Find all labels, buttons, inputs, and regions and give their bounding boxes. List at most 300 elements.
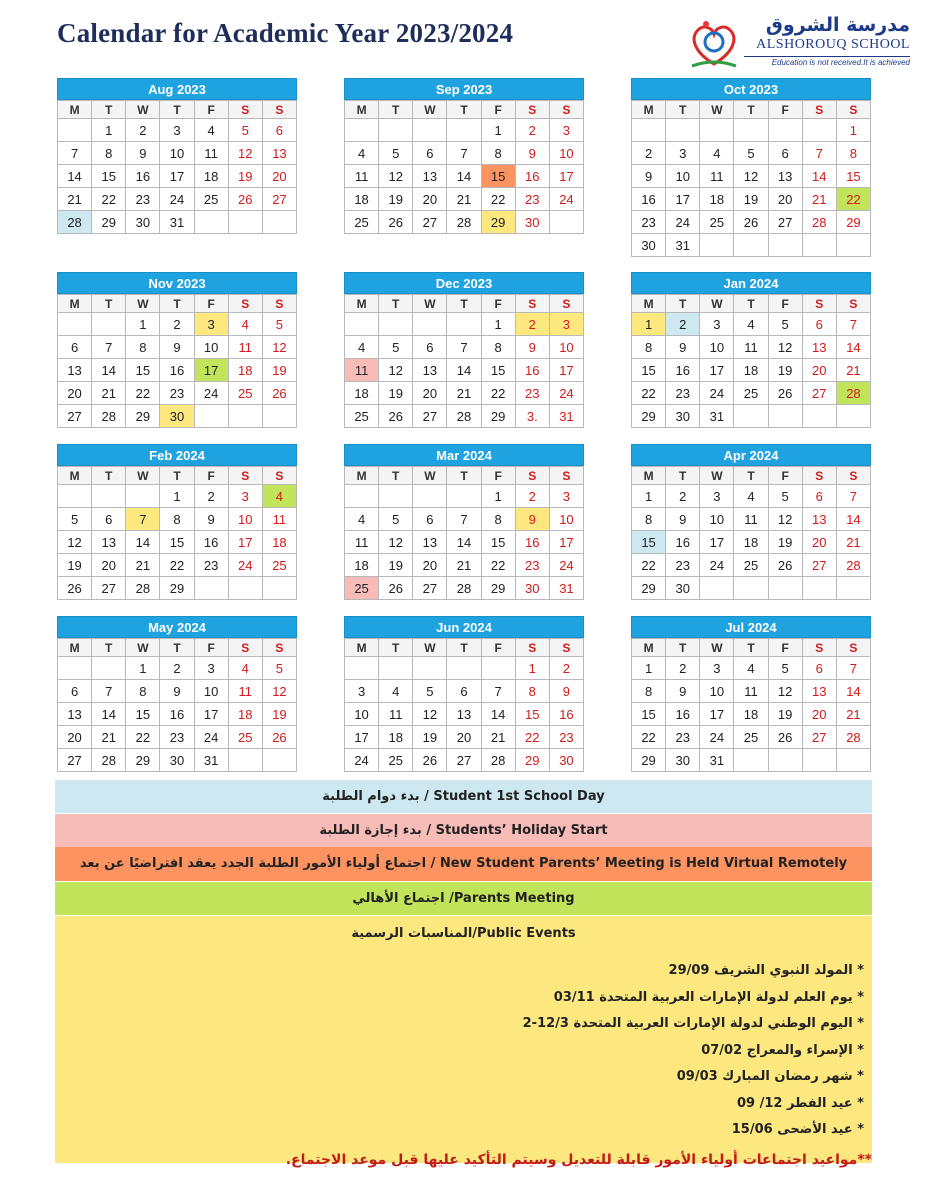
day-cell: 17 bbox=[700, 703, 734, 726]
day-cell: 10 bbox=[549, 142, 583, 165]
month-calendar bbox=[631, 272, 871, 428]
empty-cell bbox=[92, 657, 126, 680]
day-cell: 11 bbox=[379, 703, 413, 726]
weekday-header: T bbox=[160, 101, 194, 119]
weekday-header: S bbox=[515, 639, 549, 657]
public-events-title: المناسبات الرسمية/Public Events bbox=[351, 926, 576, 941]
day-cell: 21 bbox=[58, 188, 92, 211]
day-cell: 10 bbox=[700, 680, 734, 703]
day-cell: 24 bbox=[160, 188, 194, 211]
day-cell: 2 bbox=[515, 485, 549, 508]
day-cell: 7 bbox=[447, 508, 481, 531]
empty-cell bbox=[92, 485, 126, 508]
empty-cell bbox=[768, 405, 802, 428]
day-cell: 27 bbox=[768, 211, 802, 234]
day-cell: 3 bbox=[194, 313, 228, 336]
day-cell: 18 bbox=[228, 703, 262, 726]
day-cell: 23 bbox=[515, 554, 549, 577]
day-cell: 25 bbox=[194, 188, 228, 211]
day-cell: 7 bbox=[836, 485, 870, 508]
weekday-header: S bbox=[549, 467, 583, 485]
day-cell: 14 bbox=[836, 508, 870, 531]
empty-cell bbox=[194, 405, 228, 428]
day-cell: 29 bbox=[836, 211, 870, 234]
weekday-header: S bbox=[515, 101, 549, 119]
empty-cell bbox=[379, 485, 413, 508]
day-cell: 20 bbox=[413, 188, 447, 211]
day-cell: 1 bbox=[515, 657, 549, 680]
day-cell: 1 bbox=[836, 119, 870, 142]
week-row bbox=[58, 165, 297, 188]
day-cell: 7 bbox=[447, 142, 481, 165]
month-calendar bbox=[57, 444, 297, 600]
day-cell: 3 bbox=[666, 142, 700, 165]
day-cell: 30 bbox=[126, 211, 160, 234]
day-cell: 1 bbox=[126, 313, 160, 336]
day-cell: 1 bbox=[481, 485, 515, 508]
day-cell: 8 bbox=[836, 142, 870, 165]
weekday-header: T bbox=[379, 101, 413, 119]
day-cell: 4 bbox=[734, 313, 768, 336]
day-cell: 6 bbox=[768, 142, 802, 165]
day-cell: 2 bbox=[515, 313, 549, 336]
weekday-header: W bbox=[413, 639, 447, 657]
day-cell: 17 bbox=[160, 165, 194, 188]
day-cell: 11 bbox=[228, 680, 262, 703]
week-row bbox=[58, 188, 297, 211]
day-cell: 11 bbox=[345, 531, 379, 554]
day-cell: 15 bbox=[481, 531, 515, 554]
weekday-header: M bbox=[345, 295, 379, 313]
day-cell: 14 bbox=[92, 703, 126, 726]
day-cell: 7 bbox=[481, 680, 515, 703]
day-cell: 2 bbox=[126, 119, 160, 142]
day-cell: 28 bbox=[447, 577, 481, 600]
month-calendar bbox=[344, 272, 584, 428]
day-cell: 31 bbox=[666, 234, 700, 257]
weekday-header: M bbox=[58, 639, 92, 657]
weekday-header: W bbox=[413, 101, 447, 119]
weekday-header: W bbox=[700, 295, 734, 313]
day-cell: 12 bbox=[768, 680, 802, 703]
day-cell: 1 bbox=[481, 119, 515, 142]
empty-cell bbox=[262, 405, 296, 428]
day-cell: 4 bbox=[262, 485, 296, 508]
day-cell: 7 bbox=[836, 313, 870, 336]
week-row bbox=[345, 359, 584, 382]
day-cell: 10 bbox=[194, 336, 228, 359]
weekday-header: S bbox=[549, 295, 583, 313]
day-cell: 19 bbox=[262, 703, 296, 726]
day-cell: 24 bbox=[194, 726, 228, 749]
day-cell: 5 bbox=[228, 119, 262, 142]
day-cell: 13 bbox=[92, 531, 126, 554]
empty-cell bbox=[734, 577, 768, 600]
day-cell: 28 bbox=[126, 577, 160, 600]
weekday-header: T bbox=[734, 295, 768, 313]
day-cell: 2 bbox=[160, 657, 194, 680]
day-cell: 19 bbox=[262, 359, 296, 382]
day-cell: 19 bbox=[734, 188, 768, 211]
weekday-header: F bbox=[481, 295, 515, 313]
day-cell: 10 bbox=[160, 142, 194, 165]
week-row bbox=[345, 336, 584, 359]
empty-cell bbox=[447, 313, 481, 336]
empty-cell bbox=[700, 119, 734, 142]
day-cell: 14 bbox=[58, 165, 92, 188]
day-cell: 10 bbox=[700, 508, 734, 531]
day-cell: 8 bbox=[515, 680, 549, 703]
empty-cell bbox=[734, 119, 768, 142]
day-cell: 8 bbox=[632, 508, 666, 531]
day-cell: 19 bbox=[768, 703, 802, 726]
weekday-header: S bbox=[836, 467, 870, 485]
week-row bbox=[632, 703, 871, 726]
day-cell: 25 bbox=[228, 382, 262, 405]
day-cell: 9 bbox=[666, 508, 700, 531]
week-row bbox=[345, 119, 584, 142]
day-cell: 11 bbox=[262, 508, 296, 531]
day-cell: 10 bbox=[549, 336, 583, 359]
week-row bbox=[632, 188, 871, 211]
day-cell: 10 bbox=[345, 703, 379, 726]
day-cell: 27 bbox=[802, 382, 836, 405]
day-cell: 29 bbox=[92, 211, 126, 234]
week-row bbox=[58, 657, 297, 680]
weekday-header: S bbox=[549, 101, 583, 119]
day-cell: 12 bbox=[768, 508, 802, 531]
week-row bbox=[345, 703, 584, 726]
day-cell: 20 bbox=[802, 531, 836, 554]
empty-cell bbox=[345, 119, 379, 142]
month-title: Mar 2024 bbox=[344, 444, 584, 466]
day-cell: 1 bbox=[632, 313, 666, 336]
day-cell: 20 bbox=[413, 554, 447, 577]
day-cell: 11 bbox=[734, 508, 768, 531]
day-cell: 28 bbox=[58, 211, 92, 234]
day-cell: 23 bbox=[632, 211, 666, 234]
day-cell: 29 bbox=[481, 211, 515, 234]
day-cell: 15 bbox=[481, 165, 515, 188]
day-cell: 31 bbox=[700, 405, 734, 428]
day-cell: 31 bbox=[160, 211, 194, 234]
day-cell: 26 bbox=[379, 405, 413, 428]
day-cell: 19 bbox=[379, 382, 413, 405]
week-row bbox=[58, 142, 297, 165]
day-cell: 31 bbox=[194, 749, 228, 772]
month-calendar bbox=[57, 78, 297, 234]
day-cell: 10 bbox=[228, 508, 262, 531]
day-cell: 25 bbox=[379, 749, 413, 772]
day-cell: 14 bbox=[447, 359, 481, 382]
weekday-header: W bbox=[126, 639, 160, 657]
day-cell: 26 bbox=[413, 749, 447, 772]
day-cell: 30 bbox=[160, 405, 194, 428]
day-cell: 22 bbox=[632, 554, 666, 577]
weekday-header: M bbox=[632, 295, 666, 313]
week-row bbox=[632, 119, 871, 142]
weekday-header: F bbox=[768, 467, 802, 485]
day-cell: 28 bbox=[836, 382, 870, 405]
day-cell: 3 bbox=[549, 313, 583, 336]
month-calendar bbox=[631, 444, 871, 600]
day-cell: 22 bbox=[92, 188, 126, 211]
empty-cell bbox=[58, 485, 92, 508]
day-cell: 21 bbox=[836, 359, 870, 382]
day-cell: 14 bbox=[447, 531, 481, 554]
day-cell: 27 bbox=[802, 554, 836, 577]
empty-cell bbox=[194, 211, 228, 234]
day-cell: 13 bbox=[413, 531, 447, 554]
week-row bbox=[345, 508, 584, 531]
weekday-header: T bbox=[379, 639, 413, 657]
day-cell: 14 bbox=[836, 336, 870, 359]
day-cell: 5 bbox=[768, 485, 802, 508]
day-cell: 27 bbox=[413, 405, 447, 428]
empty-cell bbox=[447, 485, 481, 508]
empty-cell bbox=[481, 657, 515, 680]
day-cell: 3 bbox=[228, 485, 262, 508]
day-cell: 25 bbox=[734, 726, 768, 749]
empty-cell bbox=[228, 405, 262, 428]
day-cell: 27 bbox=[447, 749, 481, 772]
day-cell: 13 bbox=[802, 336, 836, 359]
day-cell: 30 bbox=[515, 577, 549, 600]
month-calendar bbox=[344, 616, 584, 772]
week-row bbox=[632, 142, 871, 165]
day-cell: 6 bbox=[802, 657, 836, 680]
day-cell: 11 bbox=[345, 165, 379, 188]
day-cell: 2 bbox=[632, 142, 666, 165]
day-cell: 13 bbox=[58, 703, 92, 726]
day-cell: 17 bbox=[228, 531, 262, 554]
event-item: * عيد الأضحى 15/06 bbox=[731, 1122, 864, 1137]
weekday-header: M bbox=[345, 467, 379, 485]
empty-cell bbox=[836, 749, 870, 772]
day-cell: 11 bbox=[700, 165, 734, 188]
day-cell: 15 bbox=[632, 359, 666, 382]
day-cell: 18 bbox=[228, 359, 262, 382]
day-cell: 10 bbox=[666, 165, 700, 188]
day-cell: 6 bbox=[262, 119, 296, 142]
day-cell: 8 bbox=[481, 336, 515, 359]
day-cell: 16 bbox=[632, 188, 666, 211]
empty-cell bbox=[734, 405, 768, 428]
week-row bbox=[58, 726, 297, 749]
day-cell: 9 bbox=[126, 142, 160, 165]
day-cell: 25 bbox=[262, 554, 296, 577]
day-cell: 4 bbox=[379, 680, 413, 703]
empty-cell bbox=[58, 119, 92, 142]
weekday-header: T bbox=[379, 295, 413, 313]
month-title: Oct 2023 bbox=[631, 78, 871, 100]
day-cell: 12 bbox=[262, 680, 296, 703]
day-cell: 24 bbox=[228, 554, 262, 577]
day-cell: 13 bbox=[768, 165, 802, 188]
weekday-header: W bbox=[700, 101, 734, 119]
day-cell: 18 bbox=[345, 188, 379, 211]
day-cell: 16 bbox=[194, 531, 228, 554]
weekday-header: W bbox=[126, 467, 160, 485]
day-cell: 14 bbox=[802, 165, 836, 188]
day-cell: 25 bbox=[345, 577, 379, 600]
day-cell: 10 bbox=[194, 680, 228, 703]
day-cell: 13 bbox=[262, 142, 296, 165]
day-cell: 8 bbox=[160, 508, 194, 531]
week-row bbox=[632, 554, 871, 577]
day-cell: 14 bbox=[447, 165, 481, 188]
day-cell: 21 bbox=[92, 726, 126, 749]
week-row bbox=[345, 554, 584, 577]
week-row bbox=[632, 485, 871, 508]
week-row bbox=[632, 726, 871, 749]
weekday-header: T bbox=[92, 295, 126, 313]
day-cell: 29 bbox=[632, 749, 666, 772]
day-cell: 7 bbox=[92, 336, 126, 359]
day-cell: 20 bbox=[58, 726, 92, 749]
day-cell: 29 bbox=[632, 577, 666, 600]
day-cell: 15 bbox=[160, 531, 194, 554]
day-cell: 25 bbox=[345, 211, 379, 234]
weekday-header: T bbox=[734, 639, 768, 657]
day-cell: 23 bbox=[666, 554, 700, 577]
week-row bbox=[345, 165, 584, 188]
day-cell: 7 bbox=[92, 680, 126, 703]
day-cell: 20 bbox=[262, 165, 296, 188]
weekday-header: T bbox=[160, 467, 194, 485]
day-cell: 3 bbox=[700, 313, 734, 336]
day-cell: 19 bbox=[379, 554, 413, 577]
day-cell: 14 bbox=[92, 359, 126, 382]
day-cell: 26 bbox=[58, 577, 92, 600]
day-cell: 28 bbox=[802, 211, 836, 234]
day-cell: 29 bbox=[515, 749, 549, 772]
weekday-header: S bbox=[802, 295, 836, 313]
weekday-header: W bbox=[413, 467, 447, 485]
event-item: * اليوم الوطني لدولة الإمارات العربية المتحدة 12/3-2 bbox=[522, 1016, 864, 1031]
weekday-header: T bbox=[160, 639, 194, 657]
day-cell: 19 bbox=[768, 359, 802, 382]
week-row bbox=[58, 703, 297, 726]
day-cell: 12 bbox=[413, 703, 447, 726]
empty-cell bbox=[447, 657, 481, 680]
day-cell: 1 bbox=[632, 485, 666, 508]
day-cell: 22 bbox=[836, 188, 870, 211]
day-cell: 22 bbox=[481, 188, 515, 211]
empty-cell bbox=[700, 234, 734, 257]
day-cell: 10 bbox=[549, 508, 583, 531]
weekday-header: T bbox=[666, 101, 700, 119]
day-cell: 19 bbox=[413, 726, 447, 749]
day-cell: 3 bbox=[549, 119, 583, 142]
week-row bbox=[58, 405, 297, 428]
day-cell: 22 bbox=[481, 382, 515, 405]
weekday-header: W bbox=[413, 295, 447, 313]
day-cell: 11 bbox=[734, 336, 768, 359]
day-cell: 15 bbox=[126, 703, 160, 726]
public-events-list bbox=[164, 958, 864, 1144]
day-cell: 26 bbox=[768, 382, 802, 405]
empty-cell bbox=[836, 234, 870, 257]
day-cell: 4 bbox=[700, 142, 734, 165]
day-cell: 29 bbox=[160, 577, 194, 600]
weekday-header: S bbox=[802, 639, 836, 657]
empty-cell bbox=[447, 119, 481, 142]
empty-cell bbox=[262, 749, 296, 772]
day-cell: 24 bbox=[700, 554, 734, 577]
month-title: Aug 2023 bbox=[57, 78, 297, 100]
day-cell: 18 bbox=[734, 359, 768, 382]
month-calendar bbox=[344, 444, 584, 600]
week-row bbox=[345, 405, 584, 428]
day-cell: 4 bbox=[228, 657, 262, 680]
day-cell: 12 bbox=[58, 531, 92, 554]
day-cell: 19 bbox=[379, 188, 413, 211]
day-cell: 28 bbox=[481, 749, 515, 772]
day-cell: 22 bbox=[126, 382, 160, 405]
week-row bbox=[632, 359, 871, 382]
day-cell: 27 bbox=[58, 405, 92, 428]
day-cell: 21 bbox=[802, 188, 836, 211]
weekday-header: M bbox=[58, 295, 92, 313]
day-cell: 31 bbox=[549, 405, 583, 428]
day-cell: 25 bbox=[345, 405, 379, 428]
day-cell: 26 bbox=[262, 382, 296, 405]
school-name-arabic: مدرسة الشروق bbox=[765, 14, 910, 36]
day-cell: 17 bbox=[700, 359, 734, 382]
day-cell: 4 bbox=[345, 508, 379, 531]
day-cell: 22 bbox=[632, 382, 666, 405]
week-row bbox=[345, 726, 584, 749]
day-cell: 23 bbox=[549, 726, 583, 749]
weekday-header: T bbox=[666, 639, 700, 657]
day-cell: 11 bbox=[228, 336, 262, 359]
day-cell: 4 bbox=[734, 485, 768, 508]
day-cell: 20 bbox=[768, 188, 802, 211]
day-cell: 1 bbox=[632, 657, 666, 680]
day-cell: 14 bbox=[126, 531, 160, 554]
empty-cell bbox=[768, 119, 802, 142]
day-cell: 9 bbox=[666, 680, 700, 703]
day-cell: 28 bbox=[836, 726, 870, 749]
empty-cell bbox=[262, 577, 296, 600]
day-cell: 13 bbox=[413, 359, 447, 382]
day-cell: 30 bbox=[666, 405, 700, 428]
day-cell: 25 bbox=[228, 726, 262, 749]
empty-cell bbox=[58, 313, 92, 336]
weekday-header: M bbox=[345, 639, 379, 657]
weekday-header: T bbox=[447, 467, 481, 485]
day-cell: 20 bbox=[802, 359, 836, 382]
day-cell: 24 bbox=[194, 382, 228, 405]
week-row bbox=[345, 188, 584, 211]
day-cell: 17 bbox=[700, 531, 734, 554]
day-cell: 21 bbox=[447, 382, 481, 405]
legend-student-first-day: بدء دوام الطلبة / Student 1st School Day bbox=[55, 780, 872, 813]
week-row bbox=[345, 680, 584, 703]
weekday-header: M bbox=[345, 101, 379, 119]
empty-cell bbox=[836, 405, 870, 428]
day-cell: 2 bbox=[160, 313, 194, 336]
day-cell: 16 bbox=[515, 531, 549, 554]
day-cell: 9 bbox=[515, 336, 549, 359]
empty-cell bbox=[194, 577, 228, 600]
empty-cell bbox=[768, 749, 802, 772]
week-row bbox=[632, 531, 871, 554]
weekday-header: F bbox=[481, 101, 515, 119]
day-cell: 3 bbox=[700, 657, 734, 680]
day-cell: 27 bbox=[92, 577, 126, 600]
